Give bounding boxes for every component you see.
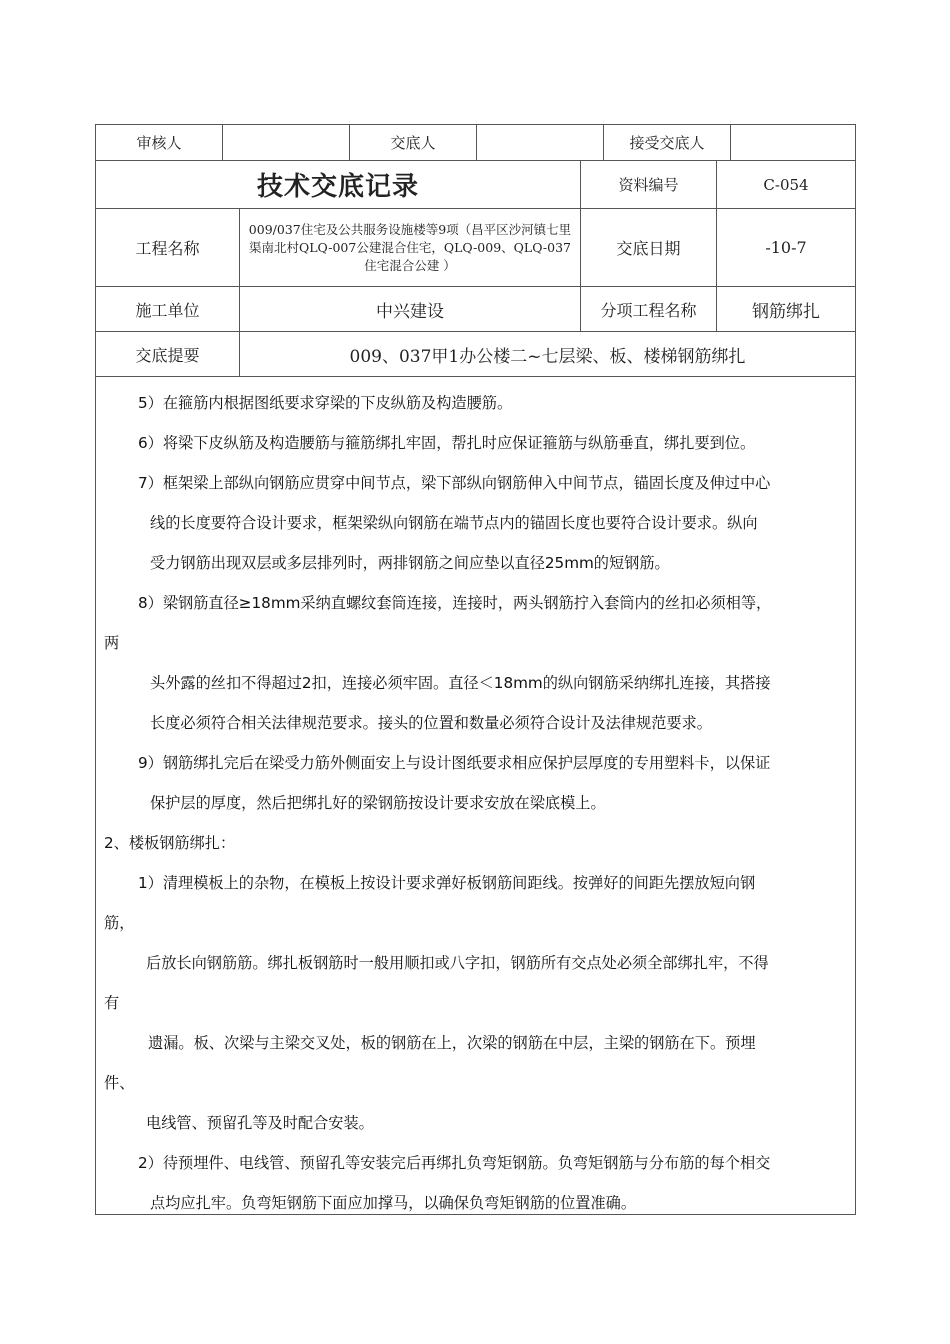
reviewer-value[interactable] (223, 125, 350, 160)
project-label: 工程名称 (96, 209, 240, 286)
project-row (96, 209, 855, 287)
receiver-label: 接受交底人 (604, 125, 731, 160)
content-line: 2）待预埋件、电线管、预留孔等安装完后再绑扎负弯矩钢筋。负弯矩钢筋与分布筋的每个相交 (138, 1154, 771, 1172)
content-line: 件、 (104, 1074, 135, 1092)
subitem-name: 钢筋绑扎 (752, 301, 820, 322)
content-line: 电线管、预留孔等及时配合安装。 (146, 1114, 374, 1132)
summary-text: 009、037甲1办公楼二~七层梁、板、楼梯钢筋绑扎 (349, 346, 746, 367)
presenter-value[interactable] (477, 125, 604, 160)
content-line: 6）将梁下皮纵筋及构造腰筋与箍筋绑扎牢固，帮扎时应保证箍筋与纵筋垂直，绑扎要到位。 (138, 434, 756, 452)
content-line: 线的长度要符合设计要求，框架梁纵向钢筋在端节点内的锚固长度也要符合设计要求。纵向 (150, 514, 758, 532)
disclosure-date: -10-7 (765, 238, 807, 257)
content-line: 遗漏。板、次梁与主梁交叉处，板的钢筋在上，次梁的钢筋在中层，主梁的钢筋在下。预埋 (148, 1034, 756, 1052)
reviewer-label: 审核人 (96, 125, 223, 160)
content-line: 点均应扎牢。负弯矩钢筋下面应加撑马，以确保负弯矩钢筋的位置准确。 (150, 1194, 636, 1212)
content-line: 7）框架梁上部纵向钢筋应贯穿中间节点，梁下部纵向钢筋伸入中间节点，锚固长度及伸过中心 (138, 474, 771, 492)
unit-label: 施工单位 (96, 287, 240, 331)
summary-label: 交底提要 (96, 332, 240, 376)
receiver-value[interactable] (731, 125, 855, 160)
content-line: 8）梁钢筋直径≥18mm采纳直螺纹套筒连接，连接时，两头钢筋拧入套筒内的丝扣必须相等， (138, 594, 772, 612)
disclosure-content (96, 377, 855, 1214)
presenter-label: 交底人 (350, 125, 477, 160)
content-line: 9）钢筋绑扎完后在梁受力筋外侧面安上与设计图纸要求相应保护层厚度的专用塑料卡，以保证 (138, 754, 771, 772)
content-line: 长度必须符合相关法律规范要求。接头的位置和数量必须符合设计及法律规范要求。 (150, 714, 712, 732)
subitem-label: 分项工程名称 (581, 287, 717, 331)
content-line: 5）在箍筋内根据图纸要求穿梁的下皮纵筋及构造腰筋。 (138, 394, 513, 412)
content-line: 头外露的丝扣不得超过2扣，连接必须牢固。直径＜18mm的纵向钢筋采纳绑扎连接，其搭接 (150, 674, 771, 692)
project-name: 009/037住宅及公共服务设施楼等9项（昌平区沙河镇七里渠南北村QLQ-007公建混合住宅，QLQ-009、QLQ-037住宅混合公建 ） (240, 209, 581, 286)
content-line: 2、楼板钢筋绑扎： (104, 834, 236, 852)
signature-row (96, 125, 855, 161)
content-line: 后放长向钢筋筋。绑扎板钢筋时一般用顺扣或八字扣，钢筋所有交点处必须全部绑扎牢，不得 (146, 954, 769, 972)
content-line: 两 (104, 634, 120, 652)
content-line: 筋， (104, 914, 135, 932)
content-line: 受力钢筋出现双层或多层排列时，两排钢筋之间应垫以直径25mm的短钢筋。 (150, 554, 670, 572)
summary-row (96, 332, 855, 377)
doc-number-label: 资料编号 (581, 161, 717, 208)
content-line: 1）清理模板上的杂物，在模板上按设计要求弹好板钢筋间距线。按弹好的间距先摆放短向钢 (138, 874, 756, 892)
form-title: 技术交底记录 (96, 161, 581, 208)
content-line: 保护层的厚度，然后把绑扎好的梁钢筋按设计要求安放在梁底模上。 (150, 794, 606, 812)
technical-disclosure-form (95, 124, 856, 1215)
title-row (96, 161, 855, 209)
content-line: 有 (104, 994, 120, 1012)
construction-unit: 中兴建设 (240, 287, 581, 331)
unit-row (96, 287, 855, 332)
date-label: 交底日期 (581, 209, 717, 286)
doc-number: C-054 (763, 175, 809, 194)
